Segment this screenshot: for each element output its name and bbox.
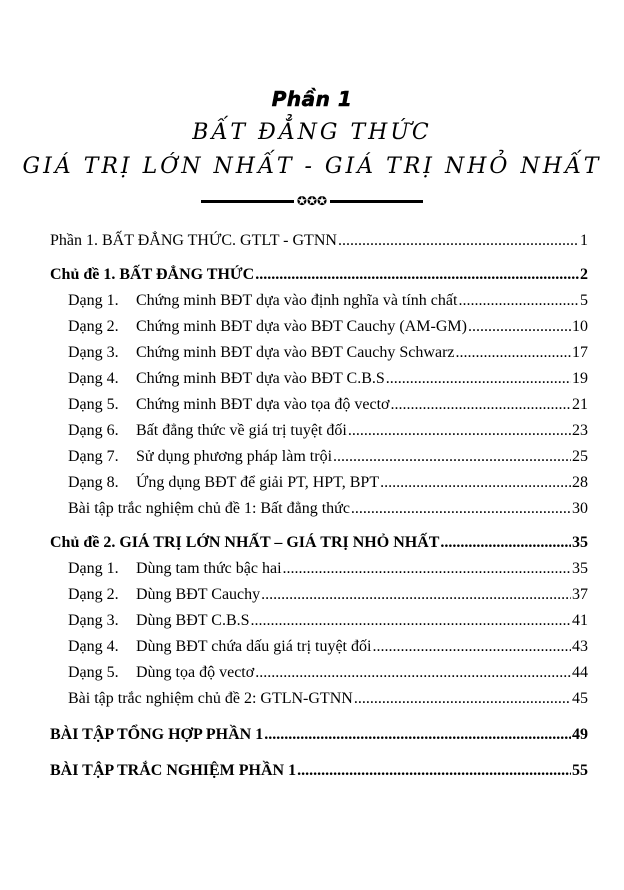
toc-dot-leader: [390, 392, 571, 418]
part-label: Phần 1: [271, 87, 353, 111]
toc-entry-page: 25: [572, 448, 588, 465]
toc-entry-page: 37: [572, 586, 588, 603]
toc-entry-topic2-form-1[interactable]: [50, 556, 588, 582]
toc-dot-leader: [456, 340, 572, 366]
toc-dot-leader: [354, 686, 571, 712]
page-header: [0, 86, 624, 210]
toc-dot-leader: [261, 582, 571, 608]
toc-entry-part[interactable]: [50, 228, 588, 254]
toc-dot-leader: [468, 314, 571, 340]
toc-entry-number: Dạng 5.: [68, 396, 119, 413]
toc-entry-title: BÀI TẬP TRẮC NGHIỆM PHẦN 1: [50, 762, 297, 779]
toc-entry-topic2-form-4[interactable]: [50, 634, 588, 660]
toc-entry-title: Chủ đề 2. GIÁ TRỊ LỚN NHẤT – GIÁ TRỊ NHỎ NHẤT: [50, 534, 440, 551]
toc-entry-topic1-form-3[interactable]: [50, 340, 588, 366]
toc-dot-leader: [255, 660, 571, 686]
toc-entry-number: Dạng 4.: [68, 370, 119, 387]
toc-entry-title: Ứng dụng BĐT để giải PT, HPT, BPT: [136, 474, 380, 491]
toc-entry-title: Dùng BĐT Cauchy: [136, 586, 261, 603]
toc-dot-leader: [458, 288, 579, 314]
toc-entry-title: BÀI TẬP TỔNG HỢP PHẦN 1: [50, 726, 264, 743]
toc-dot-leader: [283, 556, 571, 582]
toc-entry-title: Sử dụng phương pháp làm trội: [136, 448, 333, 465]
toc-entry-page: 43: [572, 638, 588, 655]
toc-entry-page: 28: [572, 474, 588, 491]
toc-dot-leader: [297, 758, 571, 784]
toc-entry-topic1-form-6[interactable]: [50, 418, 588, 444]
divider-stars-icon: ✪✪✪: [296, 194, 328, 208]
toc-entry-title: Chứng minh BĐT dựa vào BĐT Cauchy Schwarz: [136, 344, 455, 361]
toc-dot-leader: [338, 228, 579, 254]
toc-entry-title: Chứng minh BĐT dựa vào định nghĩa và tính chất: [136, 292, 458, 309]
divider-line-left: [201, 200, 294, 203]
toc-entry-page: 21: [572, 396, 588, 413]
toc-entry-page: 35: [572, 534, 588, 551]
toc-entry-number: Dạng 5.: [68, 664, 119, 681]
table-of-contents: [50, 228, 588, 784]
toc-entry-number: Dạng 1.: [68, 560, 119, 577]
toc-entry-number: Dạng 2.: [68, 586, 119, 603]
toc-entry-title: Chứng minh BĐT dựa vào tọa độ vectơ: [136, 396, 390, 413]
toc-entry-number: Dạng 3.: [68, 344, 119, 361]
toc-entry-topic1-form-8[interactable]: [50, 470, 588, 496]
toc-dot-leader: [264, 722, 571, 748]
title-line-1: BẤT ĐẲNG THỨC: [192, 120, 432, 145]
toc-dot-leader: [333, 444, 571, 470]
toc-entry-page: 45: [572, 690, 588, 707]
toc-entry-title: Bài tập trắc nghiệm chủ đề 1: Bất đẳng thức: [68, 500, 350, 517]
toc-entry-title: Dùng BĐT chứa dấu giá trị tuyệt đối: [136, 638, 372, 655]
toc-entry-title: Phần 1. BẤT ĐẲNG THỨC. GTLT - GTNN: [50, 232, 337, 249]
toc-entry-number: Dạng 4.: [68, 638, 119, 655]
toc-entry-number: Dạng 8.: [68, 474, 119, 491]
toc-entry-page: 55: [572, 762, 588, 779]
toc-dot-leader: [380, 470, 571, 496]
toc-dot-leader: [351, 496, 571, 522]
toc-entry-number: Dạng 3.: [68, 612, 119, 629]
toc-entry-topic1-form-4[interactable]: [50, 366, 588, 392]
toc-entry-number: Dạng 7.: [68, 448, 119, 465]
toc-entry-title: Chứng minh BĐT dựa vào BĐT C.B.S: [136, 370, 385, 387]
toc-entry-topic1-form-5[interactable]: [50, 392, 588, 418]
toc-entry-topic-2[interactable]: [50, 530, 588, 556]
toc-entry-title: Chứng minh BĐT dựa vào BĐT Cauchy (AM-GM): [136, 318, 467, 335]
toc-entry-page: 19: [572, 370, 588, 387]
toc-entry-topic2-form-2[interactable]: [50, 582, 588, 608]
toc-entry-page: 1: [580, 232, 588, 249]
toc-entry-topic1-form-7[interactable]: [50, 444, 588, 470]
toc-dot-leader: [251, 608, 571, 634]
toc-entry-page: 35: [572, 560, 588, 577]
toc-dot-leader: [372, 634, 571, 660]
divider-line-right: [330, 200, 423, 203]
toc-entry-title: Dùng tam thức bậc hai: [136, 560, 282, 577]
toc-entry-number: Dạng 2.: [68, 318, 119, 335]
title-line-2: GIÁ TRỊ LỚN NHẤT - GIÁ TRỊ NHỎ NHẤT: [22, 154, 602, 179]
toc-entry-topic2-form-5[interactable]: [50, 660, 588, 686]
toc-entry-page: 41: [572, 612, 588, 629]
toc-entry-page: 17: [572, 344, 588, 361]
toc-entry-topic1-form-1[interactable]: [50, 288, 588, 314]
toc-entry-title: Chủ đề 1. BẤT ĐẲNG THỨC: [50, 266, 255, 283]
toc-entry-number: Dạng 1.: [68, 292, 119, 309]
toc-dot-leader: [255, 262, 579, 288]
toc-dot-leader: [386, 366, 571, 392]
toc-entry-title: Bất đẳng thức về giá trị tuyệt đối: [136, 422, 347, 439]
toc-dot-leader: [440, 530, 571, 556]
toc-dot-leader: [348, 418, 571, 444]
toc-entry-topic1-form-2[interactable]: [50, 314, 588, 340]
title-divider: [201, 192, 423, 210]
toc-entry-page: 5: [580, 292, 588, 309]
toc-entry-page: 44: [572, 664, 588, 681]
toc-entry-title: Dùng tọa độ vectơ: [136, 664, 255, 681]
toc-entry-topic-1[interactable]: [50, 262, 588, 288]
toc-entry-number: Dạng 6.: [68, 422, 119, 439]
toc-entry-page: 49: [572, 726, 588, 743]
toc-entry-title: Dùng BĐT C.B.S: [136, 612, 250, 629]
toc-entry-summary[interactable]: [50, 722, 588, 748]
toc-entry-title: Bài tập trắc nghiệm chủ đề 2: GTLN-GTNN: [68, 690, 353, 707]
toc-entry-topic1-exercise[interactable]: [50, 496, 588, 522]
toc-entry-topic2-form-3[interactable]: [50, 608, 588, 634]
toc-entry-page: 23: [572, 422, 588, 439]
toc-entry-quiz[interactable]: [50, 758, 588, 784]
toc-entry-topic2-exercise[interactable]: [50, 686, 588, 712]
toc-entry-page: 10: [572, 318, 588, 335]
toc-entry-page: 30: [572, 500, 588, 517]
toc-entry-page: 2: [580, 266, 588, 283]
